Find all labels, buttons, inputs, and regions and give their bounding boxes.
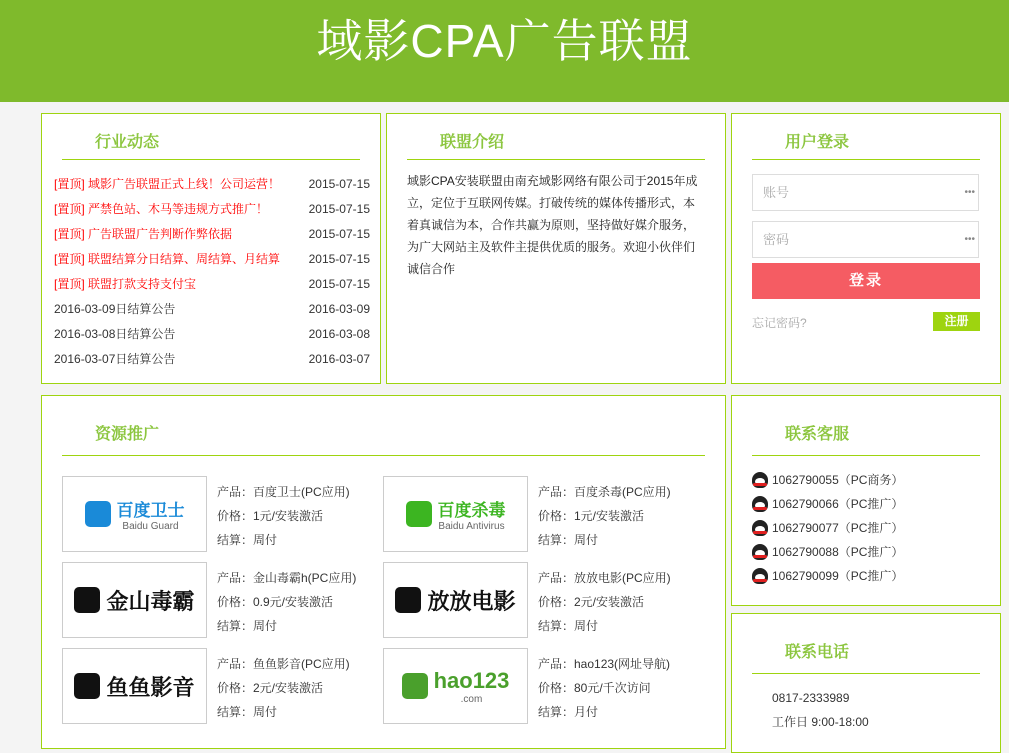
password-manager-icon[interactable]: ••• [964,234,975,245]
product-card[interactable] [383,562,703,638]
site-title: 域影CPA广告联盟 [316,15,693,67]
product-name: 产品：百度卫士(PC应用) [217,485,350,499]
product-settlement: 结算：月付 [538,705,599,719]
password-input[interactable] [752,221,979,258]
qq-contact[interactable] [752,540,903,564]
news-date: 2015-07-15 [308,277,370,291]
logo-subtext: .com [460,693,483,705]
work-hours: 工作日 9:00-18:00 [772,715,869,729]
product-settlement: 结算：周付 [217,705,278,719]
product-name: 产品：hao123(网址导航) [538,657,671,671]
product-logo[interactable] [383,476,528,552]
logo-text: 百度杀毒 [437,501,506,520]
news-item [54,172,370,197]
product-logo[interactable] [62,562,207,638]
resources-panel [41,395,726,749]
news-title: 行业动态 [62,132,360,160]
product-card[interactable] [383,648,703,724]
qq-number: 1062790088（PC推广） [772,545,904,559]
header [0,0,1009,102]
product-logo[interactable] [383,648,528,724]
news-item [54,347,370,372]
logo-subtext: Baidu Guard [122,521,179,532]
news-link[interactable]: [置顶] 域影广告联盟正式上线！公司运营！ [54,177,281,191]
product-name: 产品：放放电影(PC应用) [538,571,671,585]
account-input[interactable] [752,174,979,211]
product-price: 价格：2元/安装激活 [538,595,645,609]
product-card[interactable] [62,562,382,638]
product-card[interactable] [383,476,703,552]
logo-text: 放放电影 [427,588,516,614]
logo-icon [74,587,100,613]
news-link[interactable]: [置顶] 联盟结算分日结算、周结算、月结算 [54,252,281,266]
phone-info [772,686,869,734]
logo-icon [402,673,428,699]
logo-subtext: Baidu Antivirus [438,521,505,532]
logo-icon [395,587,421,613]
news-panel [41,113,381,384]
qq-penguin-icon [752,496,768,512]
product-price: 价格：1元/安装激活 [538,509,645,523]
intro-panel [386,113,726,384]
product-settlement: 结算：周付 [217,619,278,633]
news-date: 2015-07-15 [308,177,370,191]
logo-icon [85,501,111,527]
product-price: 价格：0.9元/安装激活 [217,595,334,609]
intro-title: 联盟介绍 [407,132,705,160]
news-link[interactable]: [置顶] 广告联盟广告判断作弊依据 [54,227,233,241]
news-link[interactable]: [置顶] 联盟打款支持支付宝 [54,277,197,291]
news-link[interactable]: 2016-03-08日结算公告 [54,327,176,341]
intro-text: 域影CPA安装联盟由南充域影网络有限公司于2015年成立，定位于互联网传媒。打破传统的媒体传播形式，本着真诚信为本，合作共赢为原则，坚持做好媒介服务，为广大网站主及软件主提供优质的服务。欢迎小伙伴们诚信合作 [407,174,698,276]
news-item [54,197,370,222]
phone-number: 0817-2333989 [772,691,850,705]
news-item [54,322,370,347]
news-item [54,272,370,297]
news-date: 2015-07-15 [308,202,370,216]
product-name: 产品：金山毒霸h(PC应用) [217,571,357,585]
service-panel [731,395,1001,606]
qq-number: 1062790077（PC推广） [772,521,904,535]
resources-title: 资源推广 [62,424,705,456]
login-title: 用户登录 [752,132,980,160]
account-placeholder: 账号 [763,185,790,200]
product-logo[interactable] [62,476,207,552]
qq-penguin-icon [752,568,768,584]
news-date: 2015-07-15 [308,227,370,241]
news-item [54,247,370,272]
register-button[interactable]: 注册 [933,312,980,331]
qq-contact[interactable] [752,564,903,588]
product-settlement: 结算：周付 [217,533,278,547]
news-date: 2016-03-09 [308,302,370,316]
news-link[interactable]: [置顶] 严禁色站、木马等违规方式推广！ [54,202,269,216]
logo-icon [74,673,100,699]
product-card[interactable] [62,476,382,552]
login-button[interactable]: 登录 [752,263,980,299]
qq-contact[interactable] [752,492,903,516]
login-panel [731,113,1001,384]
service-title: 联系客服 [752,424,980,456]
qq-penguin-icon [752,472,768,488]
news-item [54,222,370,247]
product-name: 产品：百度杀毒(PC应用) [538,485,671,499]
news-link[interactable]: 2016-03-09日结算公告 [54,302,176,316]
password-manager-icon[interactable]: ••• [964,187,975,198]
product-price: 价格：80元/千次访问 [538,681,651,695]
qq-contact[interactable] [752,468,903,492]
qq-number: 1062790099（PC推广） [772,569,904,583]
qq-contact[interactable] [752,516,903,540]
product-price: 价格：1元/安装激活 [217,509,324,523]
logo-text: hao123 [433,667,510,693]
qq-penguin-icon [752,544,768,560]
logo-text: 百度卫士 [116,501,185,520]
qq-penguin-icon [752,520,768,536]
product-settlement: 结算：周付 [538,619,599,633]
logo-text: 鱼鱼影音 [106,674,195,700]
phone-title: 联系电话 [752,642,980,674]
product-name: 产品：鱼鱼影音(PC应用) [217,657,350,671]
news-date: 2016-03-08 [308,327,370,341]
password-placeholder: 密码 [763,232,790,247]
logo-icon [406,501,432,527]
news-list [54,172,370,372]
phone-panel [731,613,1001,753]
news-item [54,297,370,322]
qq-number: 1062790066（PC推广） [772,497,904,511]
news-link[interactable]: 2016-03-07日结算公告 [54,352,176,366]
product-price: 价格：2元/安装激活 [217,681,324,695]
qq-number: 1062790055（PC商务） [772,473,904,487]
forgot-password-link[interactable]: 忘记密码? [752,316,807,330]
product-logo[interactable] [383,562,528,638]
product-card[interactable] [62,648,382,724]
qq-list [752,468,903,588]
product-logo[interactable] [62,648,207,724]
news-date: 2016-03-07 [308,352,370,366]
logo-text: 金山毒霸 [106,588,195,614]
product-settlement: 结算：周付 [538,533,599,547]
news-date: 2015-07-15 [308,252,370,266]
